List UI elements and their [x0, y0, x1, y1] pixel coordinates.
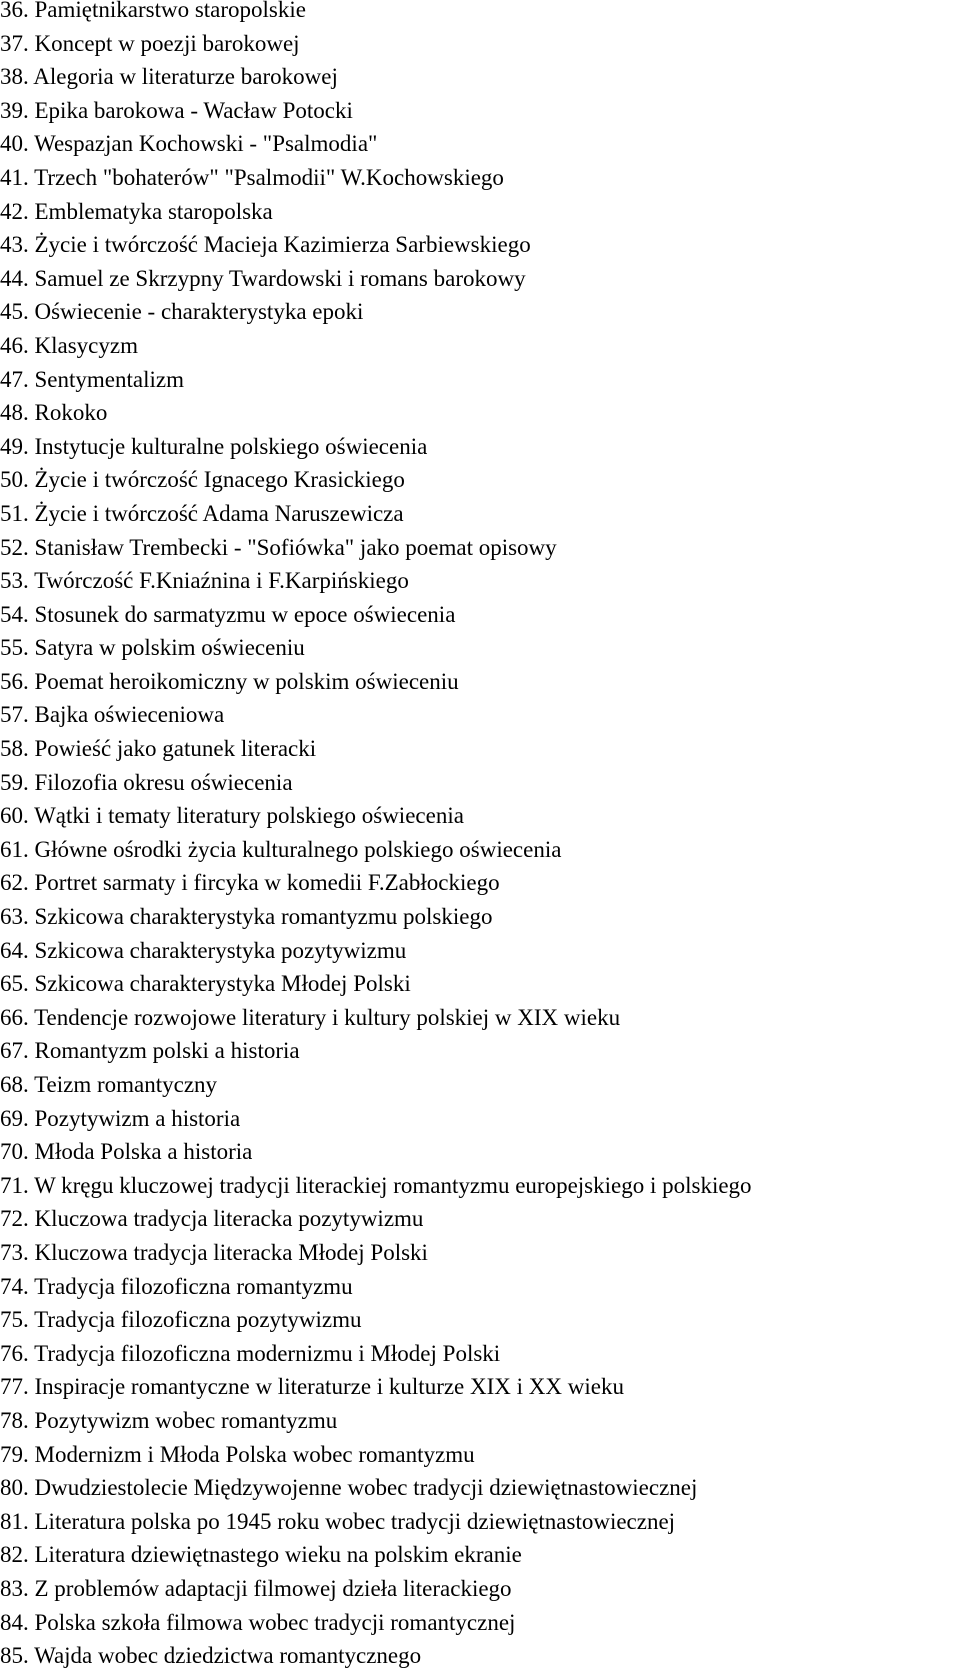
list-item: 49. Instytucje kulturalne polskiego oświecenia — [0, 433, 428, 459]
list-item: 84. Polska szkoła filmowa wobec tradycji romantycznej — [0, 1609, 516, 1635]
list-item: 71. W kręgu kluczowej tradycji literackiej romantyzmu europejskiego i polskiego — [0, 1172, 752, 1198]
list-item: 54. Stosunek do sarmatyzmu w epoce oświecenia — [0, 601, 456, 627]
list-item: 83. Z problemów adaptacji filmowej dzieła literackiego — [0, 1575, 512, 1601]
list-item: 59. Filozofia okresu oświecenia — [0, 769, 293, 795]
list-item: 73. Kluczowa tradycja literacka Młodej Polski — [0, 1239, 428, 1265]
list-item: 66. Tendencje rozwojowe literatury i kultury polskiej w XIX wieku — [0, 1004, 621, 1030]
list-item: 44. Samuel ze Skrzypny Twardowski i romans barokowy — [0, 265, 526, 291]
list-item: 64. Szkicowa charakterystyka pozytywizmu — [0, 937, 407, 963]
list-item: 40. Wespazjan Kochowski - "Psalmodia" — [0, 131, 378, 157]
list-item: 62. Portret sarmaty i fircyka w komedii F.Zabłockiego — [0, 870, 500, 896]
list-item: 68. Teizm romantyczny — [0, 1072, 218, 1097]
list-item: 37. Koncept w poezji barokowej — [0, 30, 300, 56]
list-item: 63. Szkicowa charakterystyka romantyzmu polskiego — [0, 904, 493, 930]
list-item: 65. Szkicowa charakterystyka Młodej Polski — [0, 971, 411, 997]
list-item: 45. Oświecenie - charakterystyka epoki — [0, 299, 364, 325]
list-item: 41. Trzech "bohaterów" "Psalmodii" W.Kochowskiego — [0, 164, 504, 190]
list-item: 36. Pamiętnikarstwo staropolskie — [0, 0, 306, 22]
list-item: 67. Romantyzm polski a historia — [0, 1038, 300, 1064]
list-item: 56. Poemat heroikomiczny w polskim oświeceniu — [0, 668, 459, 694]
list-item: 61. Główne ośrodki życia kulturalnego polskiego oświecenia — [0, 836, 562, 862]
list-item: 75. Tradycja filozoficzna pozytywizmu — [0, 1307, 362, 1333]
list-item: 42. Emblematyka staropolska — [0, 198, 273, 224]
list-item: 57. Bajka oświeceniowa — [0, 702, 225, 728]
list-item: 58. Powieść jako gatunek literacki — [0, 736, 317, 762]
list-item: 79. Modernizm i Młoda Polska wobec romantyzmu — [0, 1441, 475, 1467]
list-item: 39. Epika barokowa - Wacław Potocki — [0, 97, 353, 123]
list-item: 69. Pozytywizm a historia — [0, 1105, 241, 1131]
list-item: 50. Życie i twórczość Ignacego Krasickiego — [0, 467, 405, 493]
list-item: 80. Dwudziestolecie Międzywojenne wobec tradycji dziewiętnastowiecznej — [0, 1475, 698, 1501]
list-item: 60. Wątki i tematy literatury polskiego oświecenia — [0, 803, 464, 829]
list-item: 48. Rokoko — [0, 400, 108, 426]
list-item: 46. Klasycyzm — [0, 332, 138, 358]
list-item: 82. Literatura dziewiętnastego wieku na polskim ekranie — [0, 1542, 522, 1568]
list-item: 43. Życie i twórczość Macieja Kazimierza Sarbiewskiego — [0, 232, 531, 258]
list-item: 81. Literatura polska po 1945 roku wobec tradycji dziewiętnastowiecznej — [0, 1508, 676, 1534]
list-item: 52. Stanisław Trembecki - "Sofiówka" jako poemat opisowy — [0, 534, 557, 560]
list-item: 78. Pozytywizm wobec romantyzmu — [0, 1407, 338, 1433]
list-item: 77. Inspiracje romantyczne w literaturze i kulturze XIX i XX wieku — [0, 1374, 624, 1400]
list-item: 74. Tradycja filozoficzna romantyzmu — [0, 1273, 353, 1299]
list-item: 70. Młoda Polska a historia — [0, 1139, 253, 1165]
list-item: 53. Twórczość F.Kniaźnina i F.Karpińskiego — [0, 568, 409, 594]
list-item: 55. Satyra w polskim oświeceniu — [0, 635, 305, 661]
list-item: 72. Kluczowa tradycja literacka pozytywizmu — [0, 1206, 424, 1232]
list-item: 38. Alegoria w literaturze barokowej — [0, 64, 338, 90]
list-item: 47. Sentymentalizm — [0, 366, 184, 392]
list-item: 76. Tradycja filozoficzna modernizmu i Młodej Polski — [0, 1340, 501, 1366]
list-item: 51. Życie i twórczość Adama Naruszewicza — [0, 500, 404, 526]
list-item: 85. Wajda wobec dziedzictwa romantycznego — [0, 1643, 422, 1669]
